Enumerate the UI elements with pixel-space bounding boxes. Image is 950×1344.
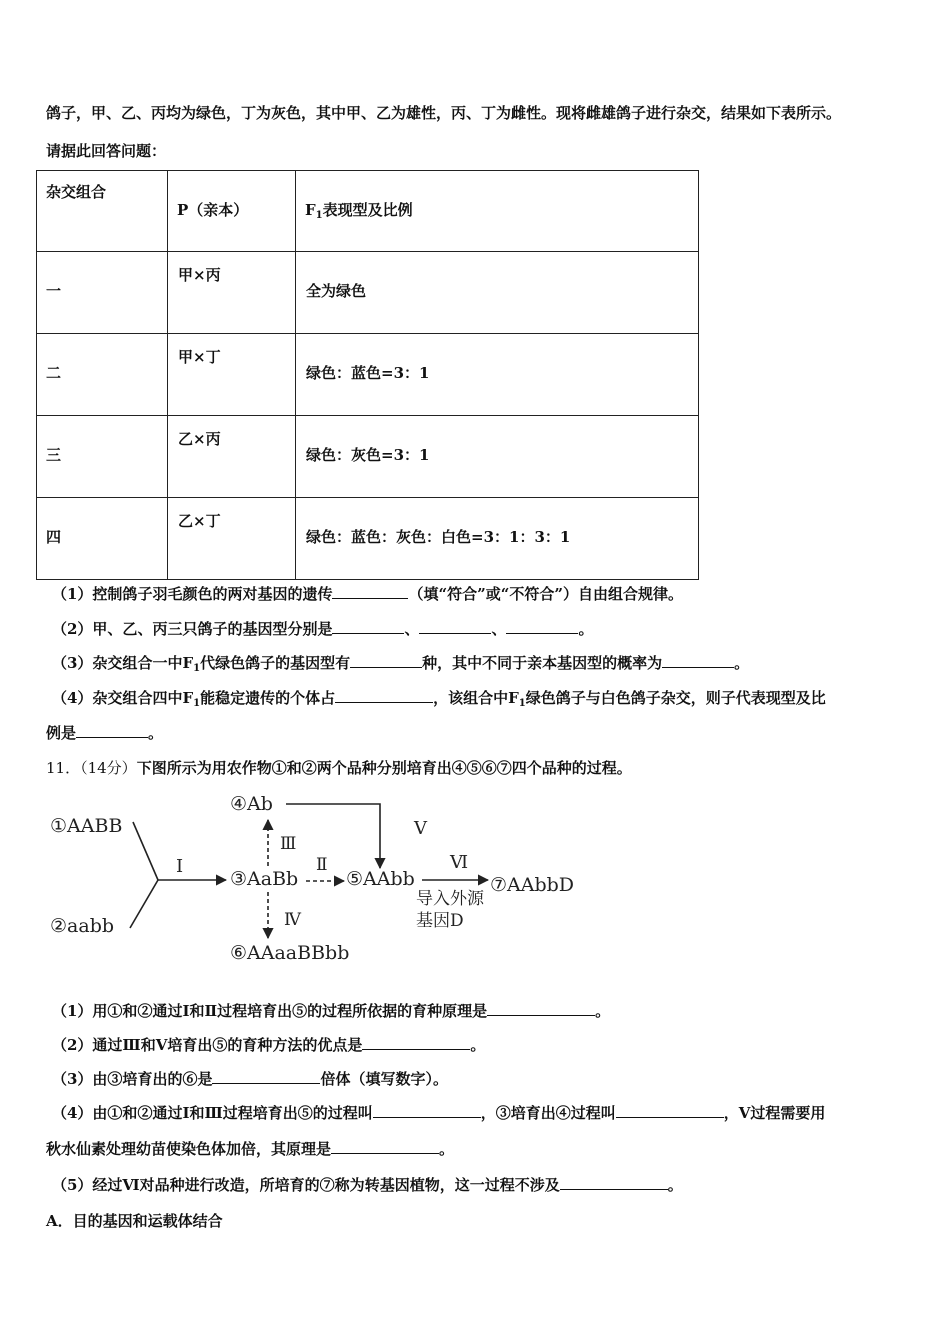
answer-blank[interactable] (560, 1175, 668, 1190)
question-score: （14分） (80, 759, 137, 777)
line-1-to-junction (133, 822, 158, 880)
header-f1-phenotype: $F_1$表现型及比例 (296, 171, 699, 252)
table-row (37, 334, 699, 416)
process-label-4: Ⅳ (284, 910, 301, 930)
q11-sub-4: （4）由①和②通过Ⅰ和Ⅲ过程培育出⑤的过程叫 ，③培育出④过程叫 ，Ⅴ过程需要用 (52, 1104, 826, 1122)
result-label: 绿色：灰色=3：1 (306, 446, 430, 464)
table-row (37, 498, 699, 580)
q11-sub-3: （3）由③培育出的⑥是 倍体（填写数字）。 (52, 1070, 448, 1088)
table-row (37, 416, 699, 498)
answer-blank[interactable] (362, 1035, 470, 1050)
node-1: ①AABB (50, 815, 123, 837)
process-label-2: Ⅱ (316, 855, 328, 875)
answer-blank[interactable] (506, 619, 578, 634)
process-label-6: Ⅵ (450, 852, 469, 873)
breeding-diagram (40, 788, 600, 968)
result-label: 全为绿色 (306, 282, 367, 300)
answer-blank[interactable] (331, 1139, 439, 1154)
node-2: ②aabb (50, 915, 115, 937)
table-header-row (37, 171, 699, 252)
table-row (37, 252, 699, 334)
intro-line-2: 请据此回答问题： (46, 142, 167, 160)
answer-blank[interactable] (332, 619, 404, 634)
answer-blank[interactable] (487, 1001, 595, 1016)
answer-blank[interactable] (332, 584, 408, 599)
answer-blank[interactable] (419, 619, 491, 634)
process-label-1: Ⅰ (176, 856, 184, 877)
note-import-line-1: 导入外源 (416, 889, 484, 909)
parents-label: 乙×丁 (178, 512, 221, 530)
result-label: 绿色：蓝色=3：1 (306, 364, 430, 382)
parents-label: 乙×丙 (178, 430, 221, 448)
node-4: ④Ab (230, 793, 273, 815)
header-cross-group: 杂交组合 (37, 171, 168, 252)
process-label-5: Ⅴ (414, 818, 427, 839)
group-label: 四 (46, 528, 62, 546)
answer-blank[interactable] (76, 723, 148, 738)
group-label: 三 (46, 446, 62, 464)
q11-sub-1: （1）用①和②通过Ⅰ和Ⅱ过程培育出⑤的过程所依据的育种原理是 。 (52, 1002, 611, 1020)
group-label: 一 (46, 282, 62, 300)
answer-blank[interactable] (350, 653, 422, 668)
header-parents: P（亲本） (168, 171, 296, 252)
q10-sub-2: （2）甲、乙、丙三只鸽子的基因型分别是 、 、 。 (52, 620, 594, 638)
process-label-3: Ⅲ (280, 834, 297, 854)
node-5: ⑤AAbb (346, 868, 415, 890)
q10-sub-1: （1）控制鸽子羽毛颜色的两对基因的遗传 （填“符合”或“不符合”）自由组合规律。 (52, 585, 683, 603)
line-2-to-junction (130, 880, 158, 928)
q11-sub-2: （2）通过Ⅲ和Ⅴ培育出⑤的育种方法的优点是 。 (52, 1036, 486, 1054)
answer-blank[interactable] (335, 688, 433, 703)
answer-blank[interactable] (616, 1103, 724, 1118)
q10-sub-4-cont: 例是 。 (46, 724, 164, 742)
node-7: ⑦AAbbD (490, 874, 575, 896)
option-a[interactable]: A．目的基因和运载体结合 (46, 1212, 223, 1230)
answer-blank[interactable] (212, 1069, 320, 1084)
q10-sub-4: （4）杂交组合四中$F_1$能稳定遗传的个体占 ，该组合中$F_1$绿色鸽子与白色鸽子杂交，则子代表现型及比 (52, 689, 826, 709)
question-number: 11． (46, 759, 81, 777)
parents-label: 甲×丙 (178, 266, 221, 284)
cross-table (36, 170, 699, 580)
group-label: 二 (46, 364, 62, 382)
q10-sub-3: （3）杂交组合一中$F_1$代绿色鸽子的基因型有 种，其中不同于亲本基因型的概率为 。 (52, 654, 750, 674)
arrow-process-5 (286, 804, 380, 868)
answer-blank[interactable] (373, 1103, 481, 1118)
q11-stem: 11．（14分）下图所示为用农作物①和②两个品种分别培育出④⑤⑥⑦四个品种的过程。 (46, 759, 632, 777)
node-3: ③AaBb (230, 868, 299, 890)
result-label: 绿色：蓝色：灰色：白色=3：1：3：1 (306, 528, 571, 546)
parents-label: 甲×丁 (178, 348, 221, 366)
q11-sub-5: （5）经过Ⅵ对品种进行改造，所培育的⑦称为转基因植物，这一过程不涉及 。 (52, 1176, 683, 1194)
answer-blank[interactable] (662, 653, 734, 668)
intro-line-1: 鸽子，甲、乙、丙均为绿色，丁为灰色，其中甲、乙为雄性，丙、丁为雌性。现将雌雄鸽子进行杂交，结果如下表所示。 (46, 104, 842, 122)
node-6: ⑥AAaaBBbb (230, 942, 350, 964)
q11-sub-4-cont: 秋水仙素处理幼苗使染色体加倍，其原理是 。 (46, 1140, 455, 1158)
note-import-line-2: 基因D (416, 911, 464, 931)
